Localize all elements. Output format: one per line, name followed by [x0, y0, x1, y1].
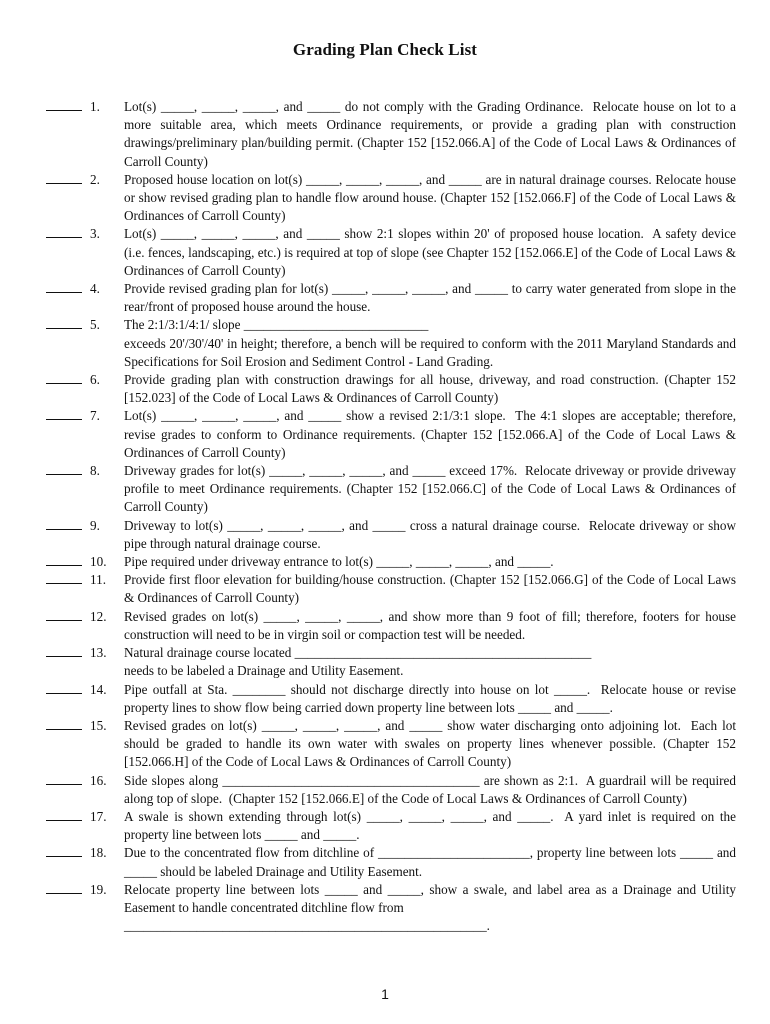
checklist-item [46, 280, 740, 316]
check-blank [46, 608, 82, 621]
item-text: Proposed house location on lot(s) _____, _____, _____, and _____ are in natural drainage courses. Relocate house or show revised grading plan to handle flow around house. (Chapter 152 [152.066.F] of the Code of Local Laws & Ordinances of Carroll County) [124, 171, 740, 224]
checklist-item [46, 462, 740, 517]
check-blank [46, 98, 82, 111]
checklist-item [46, 608, 740, 644]
item-text: Lot(s) _____, _____, _____, and _____ show a revised 2:1/3:1 slope. The 4:1 slopes are acceptable; therefore, revise grades to conform to Ordinance requirements. (Chapter 152 [152.066.A] of the Code of Local Laws & Ordinances of Carroll County) [124, 408, 740, 460]
item-text: Revised grades on lot(s) _____, _____, _____, and _____ show water discharging onto adjoining lot. Each lot should be graded to handle its own water with swales on property lines whenever possible. (Chapter 152 [152.066.H] of the Code of Local Laws & Ordinances of Carroll County) [124, 717, 740, 770]
item-text: Pipe outfall at Sta. ________ should not discharge directly into house on lot _____. Relocate house or revise property lines to show flow being carried down property line between lots _____ and _____. [124, 681, 740, 715]
checklist [46, 98, 740, 935]
item-number: 7. [90, 408, 100, 424]
item-number: 14. [90, 681, 107, 697]
item-number: 11. [90, 572, 106, 588]
item-text: Relocate property line between lots _____ and _____, show a swale, and label area as a Drainage and Utility Easement to handle concentrated ditchline flow from _______________________________________________________. [124, 881, 736, 934]
item-number: 1. [90, 99, 100, 114]
check-blank [46, 717, 82, 730]
item-text: Driveway grades for lot(s) _____, _____, _____, and _____ exceed 17%. Relocate driveway or provide driveway profile to meet Ordinance requirements. (Chapter 152 [152.066.C] of the Code of Local Laws & Ordinances of Carroll County) [124, 463, 740, 515]
item-text: Provide revised grading plan for lot(s) _____, _____, _____, and _____ to carry water generated from slope in the rear/front of proposed house around the house. [124, 281, 740, 315]
item-number: 16. [90, 772, 107, 788]
checklist-item [46, 808, 740, 844]
checklist-item [46, 517, 740, 553]
checklist-item [46, 371, 740, 407]
item-number: 4. [90, 281, 100, 297]
item-text: Provide grading plan with construction drawings for all house, driveway, and road construction. (Chapter 152 [152.023] of the Code of Local Laws & Ordinances of Carroll County) [124, 372, 740, 406]
item-number: 10. [90, 554, 107, 570]
check-blank [46, 171, 82, 184]
item-number: 18. [90, 845, 107, 861]
checklist-item [46, 171, 740, 226]
checklist-item [46, 553, 736, 571]
check-blank [46, 571, 82, 584]
item-number: 2. [90, 171, 100, 187]
check-blank [46, 462, 82, 475]
item-text: Revised grades on lot(s) _____, _____, _____, and show more than 9 foot of fill; therefore, footers for house construction will need to be in virgin soil or compaction test will be needed. [124, 608, 740, 642]
check-blank [46, 644, 82, 657]
item-number: 13. [90, 645, 107, 661]
item-number: 3. [90, 226, 100, 242]
check-blank [46, 517, 82, 530]
item-text: The 2:1/3:1/4:1/ slope ____________________________ exceeds 20'/30'/40' in height; therefore, a bench will be required to conform with the 2011 Maryland Standards and Specifications for Soil Erosion and Sediment Control - Land Grading. [124, 317, 736, 369]
item-text: Lot(s) _____, _____, _____, and _____ show 2:1 slopes within 20' of proposed house location. A safety device (i.e. fences, landscaping, etc.) is required at top of slope (see Chapter 152 [152.066.E] of the Code of Local Laws & Ordinances of Carroll County) [124, 226, 740, 278]
checklist-item [46, 98, 740, 171]
item-number: 6. [90, 372, 100, 388]
checklist-item [46, 225, 740, 280]
item-text: Side slopes along _______________________________________ are shown as 2:1. A guardrail will be required along top of slope. (Chapter 152 [152.066.E] of the Code of Local Laws & Ordinances of Carroll County) [124, 772, 740, 806]
check-blank [46, 280, 82, 293]
check-blank [46, 772, 82, 785]
checklist-item [46, 881, 736, 936]
check-blank [46, 225, 82, 238]
check-blank [46, 808, 82, 821]
item-number: 17. [90, 808, 107, 824]
check-blank [46, 371, 82, 384]
check-blank [46, 681, 82, 694]
checklist-item [46, 571, 740, 607]
item-number: 19. [90, 881, 107, 897]
check-blank [46, 844, 82, 857]
item-text: A swale is shown extending through lot(s) _____, _____, _____, and _____. A yard inlet is required on the property line between lots _____ and _____. [124, 808, 740, 843]
item-text: Lot(s) _____, _____, _____, and _____ do not comply with the Grading Ordinance. Relocate house on lot to a more suitable area, which meets Ordinance requirements, or provide a grading plan with construction drawings/preliminary plan/building permit. (Chapter 152 [152.066.A] of the Code of Local Laws & Ordinances of Carroll County) [124, 99, 740, 169]
item-number: 5. [90, 317, 100, 333]
check-blank [46, 881, 82, 894]
checklist-item [46, 407, 740, 462]
checklist-item [46, 316, 736, 371]
check-blank [46, 553, 82, 566]
page-number: 1 [381, 986, 389, 1002]
item-text: Driveway to lot(s) _____, _____, _____, and _____ cross a natural drainage course. Relocate driveway or show pipe through natural drainage course. [124, 517, 740, 551]
item-text: Natural drainage course located _____________________________________________ needs to be labeled a Drainage and Utility Easement. [124, 645, 592, 679]
item-text: Pipe required under driveway entrance to lot(s) _____, _____, _____, and _____. [124, 554, 554, 570]
checklist-item [46, 772, 740, 808]
checklist-item [46, 681, 740, 717]
checklist-item [46, 717, 740, 772]
item-number: 8. [90, 463, 100, 479]
item-text: Provide first floor elevation for building/house construction. (Chapter 152 [152.066.G] of the Code of Local Laws & Ordinances of Carroll County) [124, 572, 740, 606]
check-blank [46, 407, 82, 420]
item-number: 15. [90, 717, 107, 733]
item-text: Due to the concentrated flow from ditchline of _______________________, property line between lots _____ and _____ should be labeled Drainage and Utility Easement. [124, 845, 740, 879]
page-title: Grading Plan Check List [292, 40, 478, 59]
checklist-item [46, 844, 740, 880]
checklist-item [46, 644, 736, 680]
check-blank [46, 316, 82, 329]
item-number: 9. [90, 517, 100, 533]
item-number: 12. [90, 608, 107, 624]
